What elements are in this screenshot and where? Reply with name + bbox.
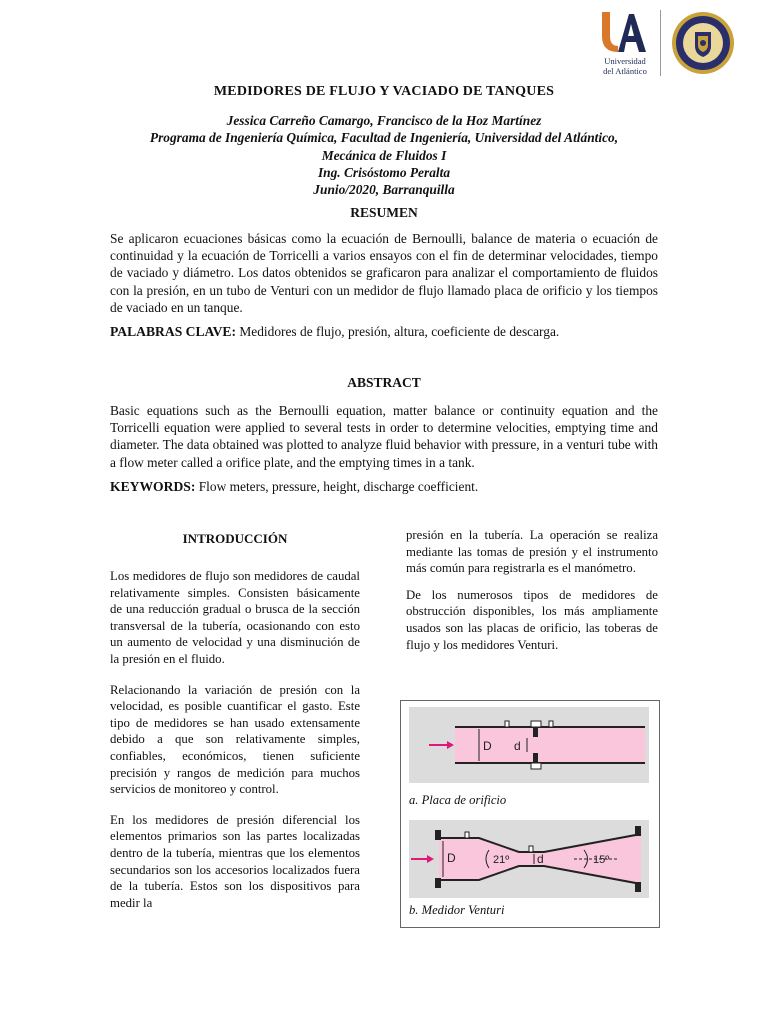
- intro-right-column: [406, 527, 658, 653]
- intro-paragraph-3: En los medidores de presión diferencial los elementos primarios son las partes localizadas dentro de la tubería, mientras que los elementos secundarios son los accesorios localizados fuera de la tubería. Estos son los dispositivos para medir la: [110, 812, 360, 910]
- palabras-clave-label: PALABRAS CLAVE:: [110, 324, 237, 339]
- resumen-heading: RESUMEN: [350, 205, 418, 220]
- orifice-D-label: D: [483, 739, 492, 753]
- intro-paragraph-2: Relacionando la variación de presión con la velocidad, es posible cuantificar el gasto. Este tipo de medidores se han usado extensamente debido a que son relativamente simples, confiables, económicos, tienen suficiente precisión y rangos de medición para muchos servicios de monitoreo y control.: [110, 682, 360, 797]
- caption-venturi: b. Medidor Venturi: [409, 903, 505, 917]
- resumen-text: Se aplicaron ecuaciones básicas como la ecuación de Bernoulli, balance de materia o ecuación de continuidad y la ecuación de Torricelli a varios ensayos con el fin de determinar velocidades, tiempo de vaciado y diámetro. Los datos obtenidos se graficaron para analizar el comportamiento de fluidos con la presión, en un tubo de Venturi con un medidor de flujo llamado placa de orificio y los tiempos de vaciado en un tanque.: [110, 231, 658, 315]
- affiliation: Programa de Ingeniería Química, Facultad de Ingeniería, Universidad del Atlántico,: [149, 130, 619, 146]
- paper-title: MEDIDORES DE FLUJO Y VACIADO DE TANQUES: [213, 84, 555, 99]
- inlet-angle-label: 21º: [493, 854, 510, 866]
- venturi-d-label: d: [537, 852, 544, 866]
- palabras-clave-list: Medidores de flujo, presión, altura, coeficiente de descarga.: [239, 324, 560, 339]
- abstract-text: Basic equations such as the Bernoulli equation, matter balance or continuity equation and the Torricelli equation were applied to several tests in order to determine velocities, emptying time and diameter. The data obtained was plotted to analyze fluid behavior with pressure, in a venturi tube with a flow meter called a orifice plate, and the emptying times in a tank.: [110, 403, 658, 470]
- authors: Jessica Carreño Camargo, Francisco de la Hoz Martínez: [226, 113, 542, 128]
- university-logo: [596, 6, 654, 80]
- caption-orifice-plate: a. Placa de orificio: [409, 793, 507, 807]
- logo-divider: [660, 10, 661, 76]
- intro-paragraph-5: De los numerosos tipos de medidores de obstrucción disponibles, los más ampliamente usados son las placas de orificio, las toberas de flujo y los medidores Venturi.: [406, 587, 658, 652]
- professor: Ing. Crisóstomo Peralta: [317, 164, 451, 180]
- abstract-heading: ABSTRACT: [347, 375, 421, 390]
- course: Mecánica de Fluidos I: [321, 147, 447, 163]
- venturi-diagram: [409, 820, 649, 898]
- intro-left-column: [110, 568, 360, 911]
- logo-text-line2: del Atlántico: [603, 66, 647, 76]
- keywords: [110, 479, 658, 495]
- author-block: [0, 112, 768, 198]
- intro-paragraph-4: presión en la tubería. La operación se realiza mediante las tomas de presión y el instrumento más común para registrarla es el manómetro.: [406, 528, 658, 576]
- outlet-angle-label: 15º: [593, 854, 610, 866]
- keywords-label: KEYWORDS:: [110, 479, 196, 494]
- palabras-clave: [110, 324, 658, 340]
- orifice-plate-panel: [409, 707, 649, 783]
- flow-meter-figure: [400, 700, 660, 928]
- logo-text-line1: Universidad: [604, 56, 646, 66]
- venturi-panel: [409, 820, 649, 898]
- orifice-plate-diagram: [409, 707, 649, 783]
- keywords-list: Flow meters, pressure, height, discharge coefficient.: [198, 479, 479, 494]
- date-place: Junio/2020, Barranquilla: [313, 182, 455, 198]
- venturi-D-label: D: [447, 851, 456, 865]
- intro-paragraph-1: Los medidores de flujo son medidores de caudal relativamente simples. Consisten básicamente de una reducción gradual o brusca de la sección transversal de la tubería, ocasionando con esto un aumento de velocidad y una disminución de la presión en el fluido.: [110, 569, 360, 666]
- orifice-d-label: d: [514, 739, 521, 753]
- institutional-seal: [668, 10, 738, 76]
- introduccion-heading: INTRODUCCIÓN: [182, 531, 288, 546]
